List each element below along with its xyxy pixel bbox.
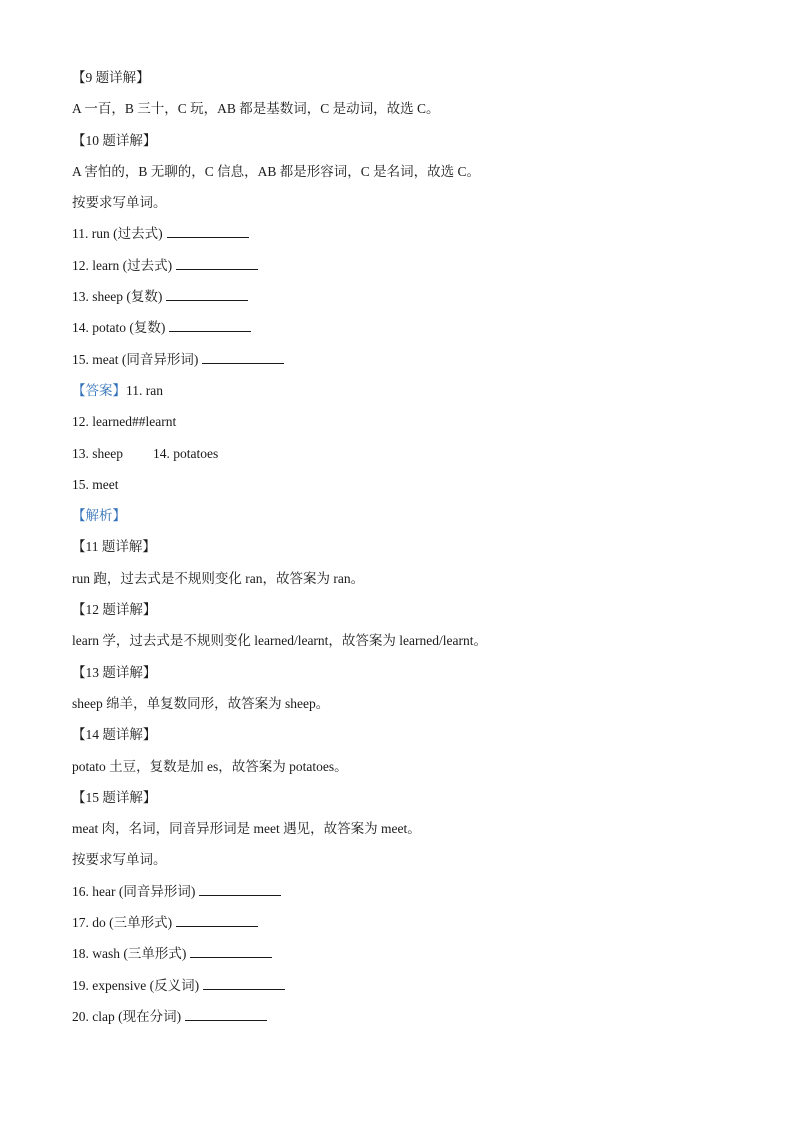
- explanation-text: potato 土豆，复数是加 es，故答案为 potatoes。: [72, 758, 348, 774]
- instruction-text: 按要求写单词。: [72, 852, 167, 868]
- analysis-tag: 【解析】: [72, 508, 126, 524]
- answer-blank: [166, 290, 248, 301]
- answer-blank: [185, 1010, 267, 1021]
- answer-text: 12. learned##learnt: [72, 414, 177, 430]
- answer-text: 13. sheep: [72, 445, 123, 461]
- question-item: [72, 1001, 732, 1032]
- section-heading: 【10 题详解】: [72, 132, 157, 148]
- explanation-text: A 害怕的，B 无聊的，C 信息，AB 都是形容词，C 是名词，故选 C。: [72, 163, 481, 179]
- answer-text: 14. potatoes: [153, 445, 219, 461]
- explanation-text: learn 学，过去式是不规则变化 learned/learnt，故答案为 learned/learnt。: [72, 633, 488, 649]
- answer-blank: [202, 353, 284, 364]
- question-text: 20. clap (现在分词): [72, 1008, 182, 1024]
- answer-blank: [190, 947, 272, 958]
- section-heading: 【9 题详解】: [72, 70, 150, 85]
- section-heading: 【11 题详解】: [72, 539, 156, 555]
- section-heading: 【13 题详解】: [72, 664, 157, 680]
- question-text: 12. learn (过去式): [72, 257, 173, 273]
- instruction-text: 按要求写单词。: [72, 195, 167, 211]
- answer-blank: [167, 227, 249, 238]
- question-item: [72, 970, 732, 1001]
- document-page: [72, 62, 732, 1032]
- answer-blank: [169, 321, 251, 332]
- answer-text: 11. ran: [126, 382, 163, 398]
- answer-blank: [176, 916, 258, 927]
- explanation-text: run 跑，过去式是不规则变化 ran，故答案为 ran。: [72, 570, 365, 586]
- explanation-text: meat 肉，名词，同音异形词是 meet 遇见，故答案为 meet。: [72, 821, 421, 837]
- question-item: [72, 281, 732, 312]
- explanation-text: A 一百，B 三十，C 玩，AB 都是基数词，C 是动词，故选 C。: [72, 101, 440, 117]
- question-text: 16. hear (同音异形词): [72, 883, 196, 899]
- answer-blank: [199, 885, 281, 896]
- question-item: [72, 250, 732, 281]
- explanation-text: sheep 绵羊，单复数同形，故答案为 sheep。: [72, 695, 330, 711]
- answer-line: [72, 375, 732, 406]
- question-item: [72, 907, 732, 938]
- answer-blank: [176, 259, 258, 270]
- section-heading: 【14 题详解】: [72, 727, 157, 743]
- question-text: 17. do (三单形式): [72, 915, 173, 931]
- question-text: 19. expensive (反义词): [72, 977, 200, 993]
- question-item: [72, 312, 732, 343]
- question-item: [72, 876, 732, 907]
- answer-line: [72, 438, 732, 469]
- answer-blank: [203, 979, 285, 990]
- question-item: [72, 344, 732, 375]
- section-heading: 【12 题详解】: [72, 602, 157, 618]
- question-text: 11. run (过去式): [72, 226, 163, 242]
- answer-text: 15. meet: [72, 476, 119, 492]
- question-text: 14. potato (复数): [72, 320, 166, 336]
- question-text: 18. wash (三单形式): [72, 946, 187, 962]
- question-text: 15. meat (同音异形词): [72, 351, 199, 367]
- answer-tag: 【答案】: [72, 382, 126, 398]
- question-text: 13. sheep (复数): [72, 289, 163, 305]
- section-heading: 【15 题详解】: [72, 789, 157, 805]
- question-item: [72, 938, 732, 969]
- question-item: [72, 218, 732, 249]
